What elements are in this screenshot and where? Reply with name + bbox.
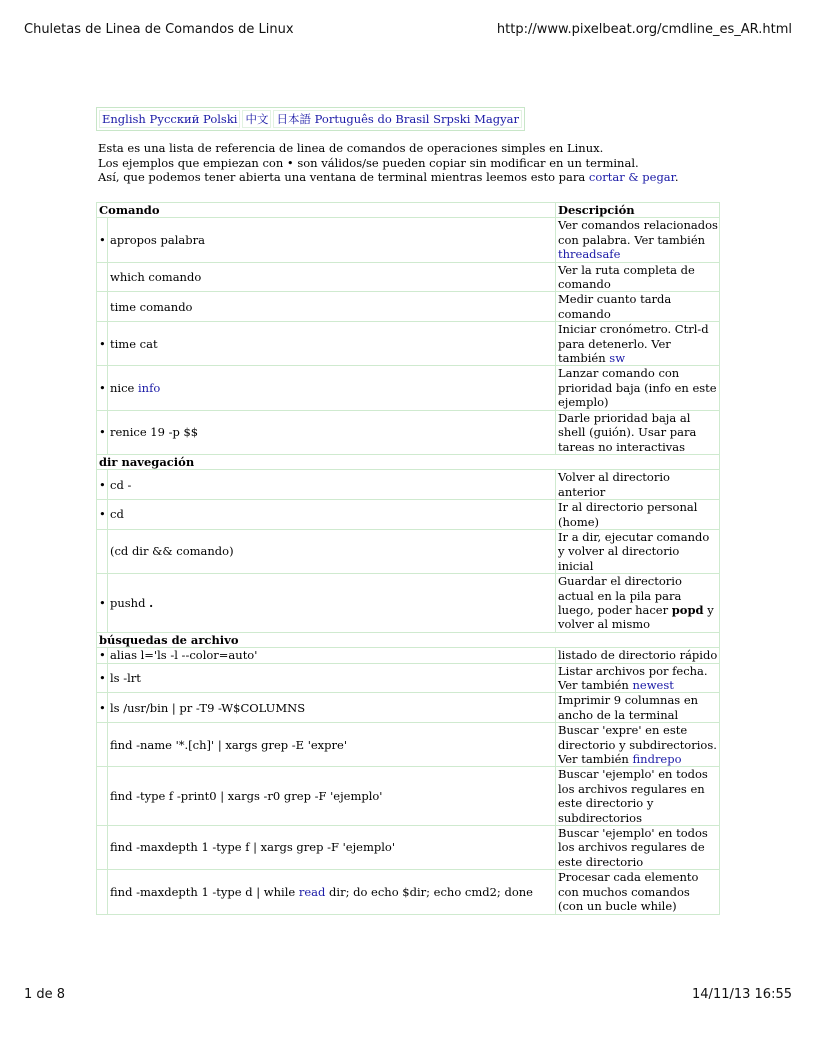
table-row — [97, 262, 720, 292]
cut-paste-link[interactable]: cortar & pegar — [588, 170, 675, 185]
command-cell: find -name '*.[ch]' | xargs grep -E 'expre' — [108, 723, 556, 767]
row-bullet — [97, 826, 108, 870]
table-row — [97, 500, 720, 530]
sw-link[interactable]: sw — [609, 351, 626, 366]
table-row — [97, 292, 720, 322]
row-bullet — [97, 262, 108, 292]
row-bullet — [97, 529, 108, 573]
intro-line-1: Esta es una lista de referencia de linea de comandos de operaciones simples en Linux. — [98, 141, 604, 155]
command-cell: alias l='ls -l --color=auto' — [108, 648, 556, 663]
lang-link-japanese[interactable]: 日本語 — [276, 112, 311, 126]
lang-link-russian[interactable]: Русский — [149, 112, 200, 126]
table-row — [97, 470, 720, 500]
command-cell: nice info — [108, 366, 556, 410]
description-cell: listado de directorio rápido — [556, 648, 720, 663]
table-row — [97, 366, 720, 410]
row-bullet: • — [97, 574, 108, 633]
table-row — [97, 663, 720, 693]
section-header-file-search — [97, 632, 720, 647]
command-cell: pushd . — [108, 574, 556, 633]
command-cell: ls -lrt — [108, 663, 556, 693]
table-row — [97, 218, 720, 262]
description-cell: Ver la ruta completa de comando — [556, 262, 720, 292]
table-row — [97, 574, 720, 633]
description-cell: Darle prioridad baja al shell (guión). Usar para tareas no interactivas — [556, 410, 720, 454]
description-cell: Medir cuanto tarda comando — [556, 292, 720, 322]
findrepo-link[interactable]: findrepo — [632, 752, 682, 767]
table-row — [97, 322, 720, 366]
row-bullet: • — [97, 218, 108, 262]
description-cell: Buscar 'expre' en este directorio y subdirectorios. Ver también findrepo — [556, 723, 720, 767]
section-title: búsquedas de archivo — [97, 632, 720, 647]
command-cell: cd — [108, 500, 556, 530]
table-row — [97, 648, 720, 663]
section-header-dir-navigation — [97, 454, 720, 469]
intro-line-2: Los ejemplos que empiezan con • son válidos/se pueden copiar sin modificar en un terminal. — [98, 155, 639, 170]
table-row — [97, 767, 720, 826]
column-header-command: Comando — [97, 203, 556, 218]
row-bullet: • — [97, 693, 108, 723]
row-bullet: • — [97, 663, 108, 693]
description-cell: Procesar cada elemento con muchos comandos (con un bucle while) — [556, 870, 720, 914]
command-cell: find -maxdepth 1 -type f | xargs grep -F 'ejemplo' — [108, 826, 556, 870]
description-cell: Ir al directorio personal (home) — [556, 500, 720, 530]
description-cell: Listar archivos por fecha. Ver también newest — [556, 663, 720, 693]
language-links — [96, 107, 525, 131]
description-cell: Ir a dir, ejecutar comando y volver al directorio inicial — [556, 529, 720, 573]
print-header-url: http://www.pixelbeat.org/cmdline_es_AR.html — [496, 22, 792, 37]
command-cell: renice 19 -p $$ — [108, 410, 556, 454]
row-bullet — [97, 723, 108, 767]
description-cell: Guardar el directorio actual en la pila para luego, poder hacer popd y volver al mismo — [556, 574, 720, 633]
info-link[interactable]: info — [138, 380, 161, 395]
row-bullet — [97, 767, 108, 826]
description-cell: Ver comandos relacionados con palabra. Ver también threadsafe — [556, 218, 720, 262]
lang-link-chinese[interactable]: 中文 — [245, 112, 269, 126]
row-bullet — [97, 292, 108, 322]
lang-link-english[interactable]: English — [102, 112, 146, 126]
commands-table — [96, 202, 720, 915]
table-row — [97, 870, 720, 914]
table-row — [97, 410, 720, 454]
lang-link-hungarian[interactable]: Magyar — [474, 112, 519, 126]
command-cell: apropos palabra — [108, 218, 556, 262]
table-row — [97, 723, 720, 767]
table-header-row — [97, 203, 720, 218]
section-title: dir navegación — [97, 454, 720, 469]
table-row — [97, 693, 720, 723]
print-footer-page: 1 de 8 — [24, 987, 66, 1002]
lang-link-serbian[interactable]: Srpski — [433, 112, 471, 126]
table-row — [97, 529, 720, 573]
row-bullet — [97, 870, 108, 914]
command-cell: time comando — [108, 292, 556, 322]
row-bullet: • — [97, 322, 108, 366]
command-cell: ls /usr/bin | pr -T9 -W$COLUMNS — [108, 693, 556, 723]
lang-link-polish[interactable]: Polski — [203, 112, 238, 126]
command-cell: cd - — [108, 470, 556, 500]
row-bullet: • — [97, 500, 108, 530]
command-cell: which comando — [108, 262, 556, 292]
column-header-description: Descripción — [556, 203, 720, 218]
lang-link-portuguese[interactable]: Português do Brasil — [314, 112, 430, 126]
command-cell: find -maxdepth 1 -type d | while read dir; do echo $dir; echo cmd2; done — [108, 870, 556, 914]
command-cell: (cd dir && comando) — [108, 529, 556, 573]
description-cell: Buscar 'ejemplo' en todos los archivos regulares de este directorio — [556, 826, 720, 870]
command-cell: time cat — [108, 322, 556, 366]
description-cell: Volver al directorio anterior — [556, 470, 720, 500]
description-cell: Lanzar comando con prioridad baja (info en este ejemplo) — [556, 366, 720, 410]
row-bullet: • — [97, 410, 108, 454]
table-row — [97, 826, 720, 870]
row-bullet: • — [97, 470, 108, 500]
read-link[interactable]: read — [298, 884, 326, 899]
intro-text — [98, 141, 679, 185]
intro-line-3: Así, que podemos tener abierta una ventana de terminal mientras leemos esto para cortar & pegar. — [98, 170, 679, 185]
print-header-title: Chuletas de Linea de Comandos de Linux — [24, 22, 294, 37]
description-cell: Buscar 'ejemplo' en todos los archivos regulares en este directorio y subdirectorios — [556, 767, 720, 826]
row-bullet: • — [97, 648, 108, 663]
print-footer-datetime: 14/11/13 16:55 — [692, 987, 792, 1002]
newest-link[interactable]: newest — [632, 678, 674, 692]
command-cell: find -type f -print0 | xargs -r0 grep -F 'ejemplo' — [108, 767, 556, 826]
description-cell: Iniciar cronómetro. Ctrl-d para detenerlo. Ver también sw — [556, 322, 720, 366]
row-bullet: • — [97, 366, 108, 410]
threadsafe-link[interactable]: threadsafe — [558, 247, 621, 262]
description-cell: Imprimir 9 columnas en ancho de la terminal — [556, 693, 720, 723]
